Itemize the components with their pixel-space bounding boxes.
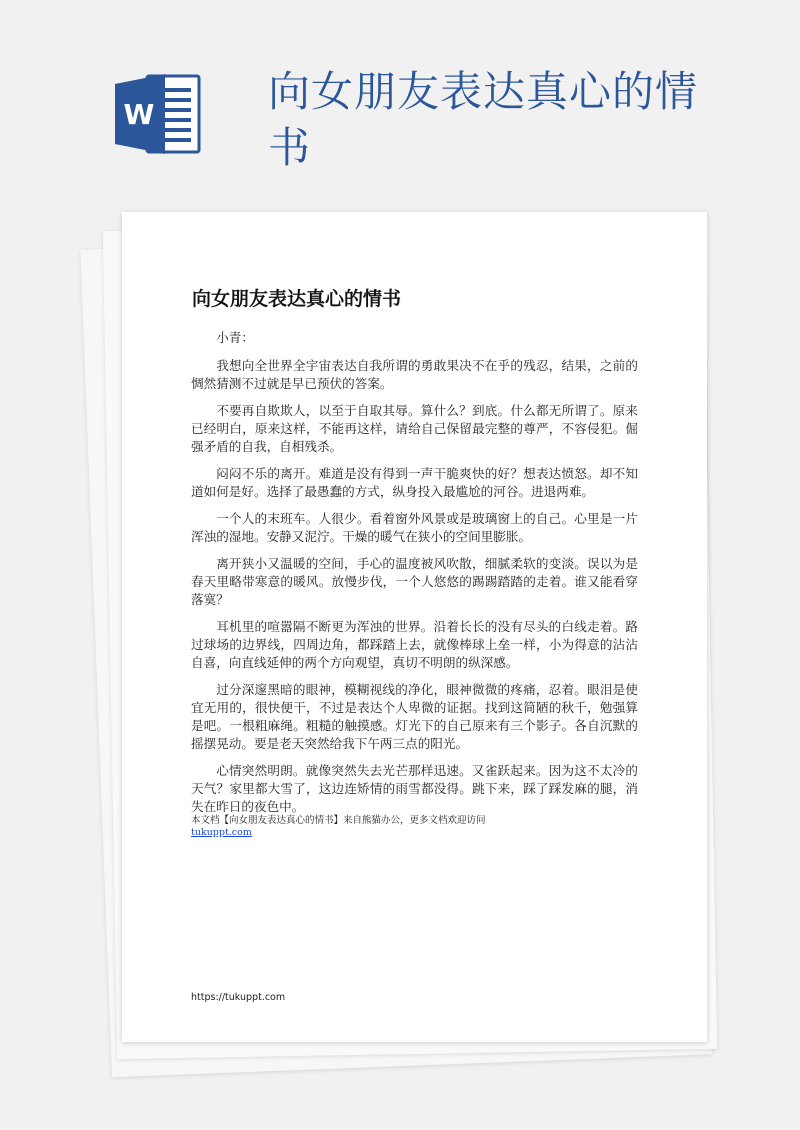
page-footer-url[interactable]: https://tukuppt.com [191,992,286,1003]
paragraph: 心情突然明朗。就像突然失去光芒那样迅速。又雀跃起来。因为这不太冷的天气？家里都大雪了，这边连矫情的雨雪都没得。跳下来，踩了踩发麻的腿，消失在昨日的夜色中。 [191,763,638,814]
footnote-link[interactable]: tukuppt.com [191,827,252,838]
svg-text:W: W [123,98,155,131]
salutation: 小青： [216,330,254,345]
document-body [191,329,638,825]
footnote-text: 本文档【向女朋友表达真心的情书】来自熊猫办公，更多文档欢迎访问 [191,815,486,826]
paragraph: 过分深邃黑暗的眼神，模糊视线的净化，眼神微微的疼痛，忍着。眼泪是使宜无用的，很快便干，不过是表达个人卑微的证据。找到这简陋的秋千，勉强算是吧。一根粗麻绳。粗糙的触摸感。灯光下的自己原来有三个影子。各自沉默的摇摆晃动。要是老天突然给我下午两三点的阳光。 [191,682,638,751]
paragraph: 一个人的末班车。人很少。看着窗外风景或是玻璃窗上的自己。心里是一片浑浊的湿地。安静又泥泞。干燥的暖气在狭小的空间里膨胀。 [191,511,638,544]
paragraph: 不要再自欺欺人，以至于自取其辱。算什么？到底。什么都无所谓了。原来已经明白，原来这样，不能再这样，请给自己保留最完整的尊严，不容侵犯。倔强矛盾的自我，自相残杀。 [191,403,638,454]
document-page [122,212,707,1042]
paragraph: 耳机里的喧嚣隔不断更为浑浊的世界。沿着长长的没有尽头的白线走着。路过球场的边界线，四周边角，都踩踏上去，就像棒球上垒一样，小为得意的沾沾自喜，向直线延伸的两个方向观望，真切不明朗的纵深感。 [191,619,638,670]
paragraph: 我想向全世界全宇宙表达自我所谓的勇敢果决不在乎的残忍，结果，之前的惆然猜测不过就是早已预伏的答案。 [191,358,638,391]
paragraph: 离开狭小又温暖的空间，手心的温度被风吹散，细腻柔软的变淡。误以为是春天里略带寒意的暖风。放慢步伐，一个人悠悠的踢踢踏踏的走着。谁又能看穿落寞？ [191,556,638,607]
document-title: 向女朋友表达真心的情书 [192,288,402,310]
header-title: 向女朋友表达真心的情书 [268,67,699,172]
word-document-icon [113,68,205,160]
source-footnote [191,815,641,839]
paragraph: 闷闷不乐的离开。难道是没有得到一声干脆爽快的好？想表达愤怒。却不知道如何是好。选择了最愚蠢的方式，纵身投入最尴尬的河谷。进退两难。 [191,466,638,499]
